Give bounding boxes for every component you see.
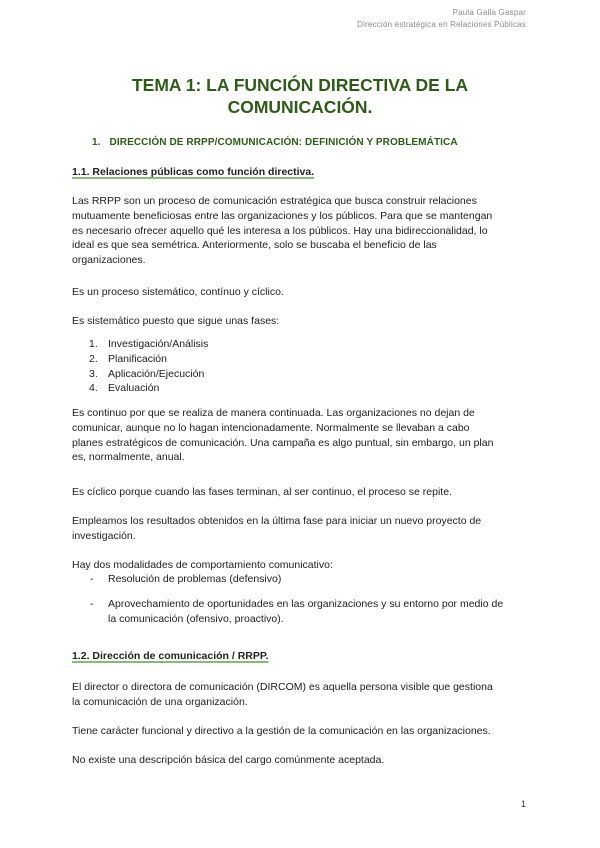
list-text: Aplicación/Ejecución <box>108 367 205 380</box>
list-number: 3. <box>89 367 98 380</box>
list-number: 1. <box>89 338 98 350</box>
section-number: 1. <box>92 137 101 148</box>
paragraph-continuous <box>72 406 534 465</box>
text-line: es necesario ofrecer aquello qué les interesa a los públicos. Hay una bidireccionalidad, lo <box>72 224 488 237</box>
paragraph-no-description: No existe una descripción básica del cargo comúnmente aceptada. <box>72 754 385 766</box>
subheading-1-1: 1.1. Relaciones públicas como función directiva. <box>72 166 315 178</box>
text-line: planes estratégicos de comunicación. Una campaña es algo puntual, sin embargo, un plan <box>72 436 494 449</box>
text-line: Las RRPP son un proceso de comunicación estratégica que busca construir relaciones <box>72 195 477 207</box>
section-label: DIRECCIÓN DE RRPP/COMUNICACIÓN: DEFINICIÓN Y PROBLEMÁTICA <box>109 137 458 148</box>
header-author: Paula Galla Gaspar <box>452 8 526 17</box>
list-number: 2. <box>89 352 98 365</box>
list-dash: - <box>90 597 94 610</box>
paragraph-rrpp-definition <box>72 194 534 268</box>
page-number: 1 <box>520 799 526 809</box>
text-line: organizaciones. <box>72 254 146 267</box>
list-item <box>90 572 534 587</box>
text-line: la comunicación (ofensivo, proactivo). <box>108 612 284 625</box>
list-text <box>108 597 503 627</box>
paragraph-dircom <box>72 680 534 710</box>
list-text: Investigación/Análisis <box>108 338 209 350</box>
title-line-2: COMUNICACIÓN. <box>227 97 373 117</box>
text-line: Es continuo por que se realiza de manera continuada. Las organizaciones no dejan de <box>72 407 475 419</box>
header-course: Dirección estratégica en Relaciones Públicas <box>357 20 526 29</box>
text-line: es, normalmente, anual. <box>72 451 185 464</box>
page-header <box>357 7 526 31</box>
paragraph-functional: Tiene carácter funcional y directivo a la gestión de la comunicación en las organizaciones. <box>72 725 491 737</box>
list-text: Planificación <box>108 352 167 365</box>
text-line: Empleamos los resultados obtenidos en la última fase para iniciar un nuevo proyecto de <box>72 515 482 527</box>
list-item <box>89 337 208 352</box>
text-line: mutuamente beneficiosas entre las organizaciones y los públicos. Para que se mantengan <box>72 209 493 222</box>
paragraph-systematic: Es sistemático puesto que sigue unas fases: <box>72 315 280 327</box>
text-line: la comunicación de una organización. <box>72 695 248 708</box>
modalities-list <box>90 572 534 626</box>
paragraph-cyclic: Es cíclico porque cuando las fases terminan, al ser continuo, el proceso se repite. <box>72 486 452 498</box>
list-text: Evaluación <box>108 382 160 395</box>
text-line: investigación. <box>72 529 136 542</box>
list-item <box>89 381 208 396</box>
list-item <box>89 352 208 367</box>
list-item <box>89 367 208 382</box>
list-text: Resolución de problemas (defensivo) <box>108 573 282 585</box>
phases-list <box>89 337 208 396</box>
subheading-1-2: 1.2. Dirección de comunicación / RRPP. <box>72 650 269 662</box>
document-title <box>0 74 600 118</box>
text-line: ideal es que sea semétrica. Anteriormente, solo se buscaba el beneficio de las <box>72 239 437 252</box>
paragraph-modalities: Hay dos modalidades de comportamiento comunicativo: <box>72 559 333 571</box>
text-line: El director o directora de comunicación (DIRCOM) es aquella persona visible que gestiona <box>72 681 493 693</box>
paragraph-process: Es un proceso sistemático, contínuo y cíclico. <box>72 286 284 298</box>
title-line-1: TEMA 1: LA FUNCIÓN DIRECTIVA DE LA <box>131 75 469 95</box>
text-line: comunicar, aunque no lo hagan intencionadamente. Normalmente se llevaban a cabo <box>72 421 470 434</box>
section-heading <box>92 137 458 148</box>
paragraph-results <box>72 514 534 544</box>
list-number: 4. <box>89 382 98 395</box>
list-item <box>90 597 534 627</box>
list-dash: - <box>90 573 94 585</box>
text-line: Aprovechamiento de oportunidades en las organizaciones y su entorno por medio de <box>108 597 504 610</box>
